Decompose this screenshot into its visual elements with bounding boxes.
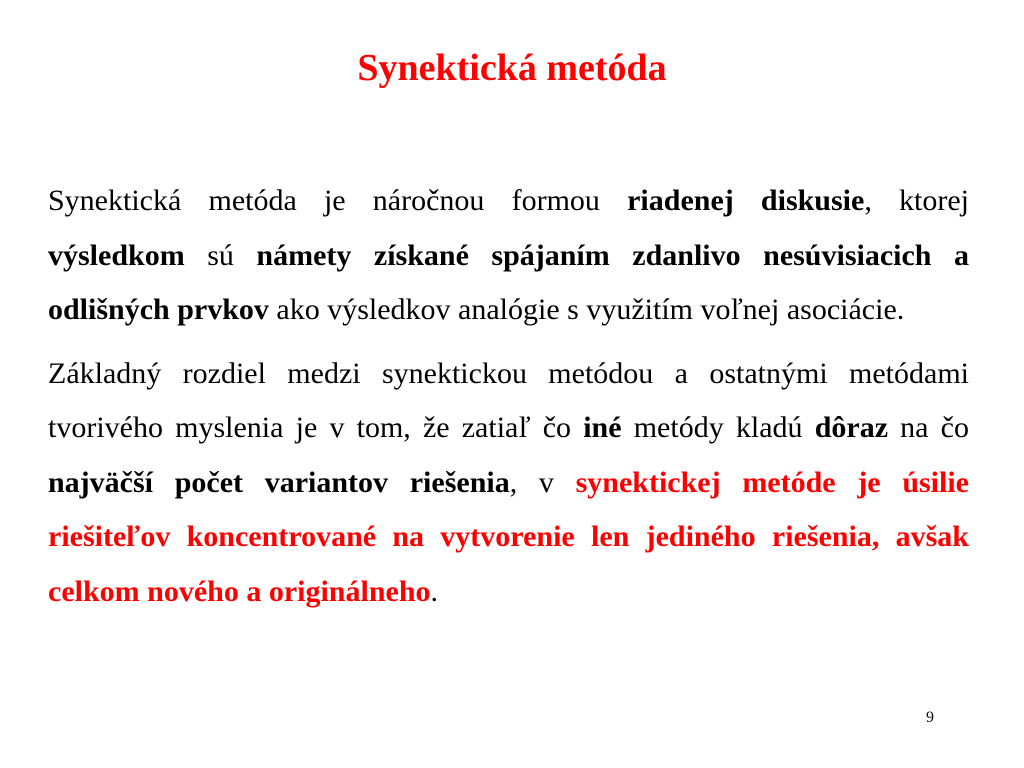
- bold-run: dôraz: [814, 411, 889, 444]
- text-run: .: [430, 574, 439, 608]
- text-run: , v: [509, 465, 576, 499]
- bold-run: riadenej diskusie: [627, 184, 865, 217]
- bold-run: výsledkom: [48, 238, 185, 272]
- slide-title: Synektická metóda: [357, 47, 667, 89]
- paragraph-definition: [48, 174, 969, 338]
- text-run: Základný rozdiel medzi synektickou metódou a ostatnými metódami tvorivého myslenia je v tom, že zatiaľ čo: [48, 356, 969, 444]
- page-number: 9: [926, 709, 934, 726]
- paragraph-difference: [48, 347, 969, 620]
- highlight-run: synektickej metóde je úsilie riešiteľov koncentrované na vytvorenie len jediného riešenia, avšak celkom nového a originálneho: [48, 465, 969, 608]
- text-run: ako výsledkov analógie s využitím voľnej asociácie.: [268, 293, 905, 326]
- text-run: metódy kladú: [621, 411, 815, 444]
- text-run: na čo: [888, 411, 969, 444]
- bold-run: námety získané spájaním zdanlivo nesúvisiacich a odlišných prvkov: [48, 238, 969, 326]
- slide-body: [48, 174, 969, 619]
- text-run: , ktorej: [864, 184, 969, 217]
- bold-run: najväčší počet variantov riešenia: [48, 465, 510, 499]
- bold-run: iné: [583, 411, 622, 444]
- text-run: sú: [184, 238, 257, 272]
- text-run: Synektická metóda je náročnou formou: [48, 184, 628, 217]
